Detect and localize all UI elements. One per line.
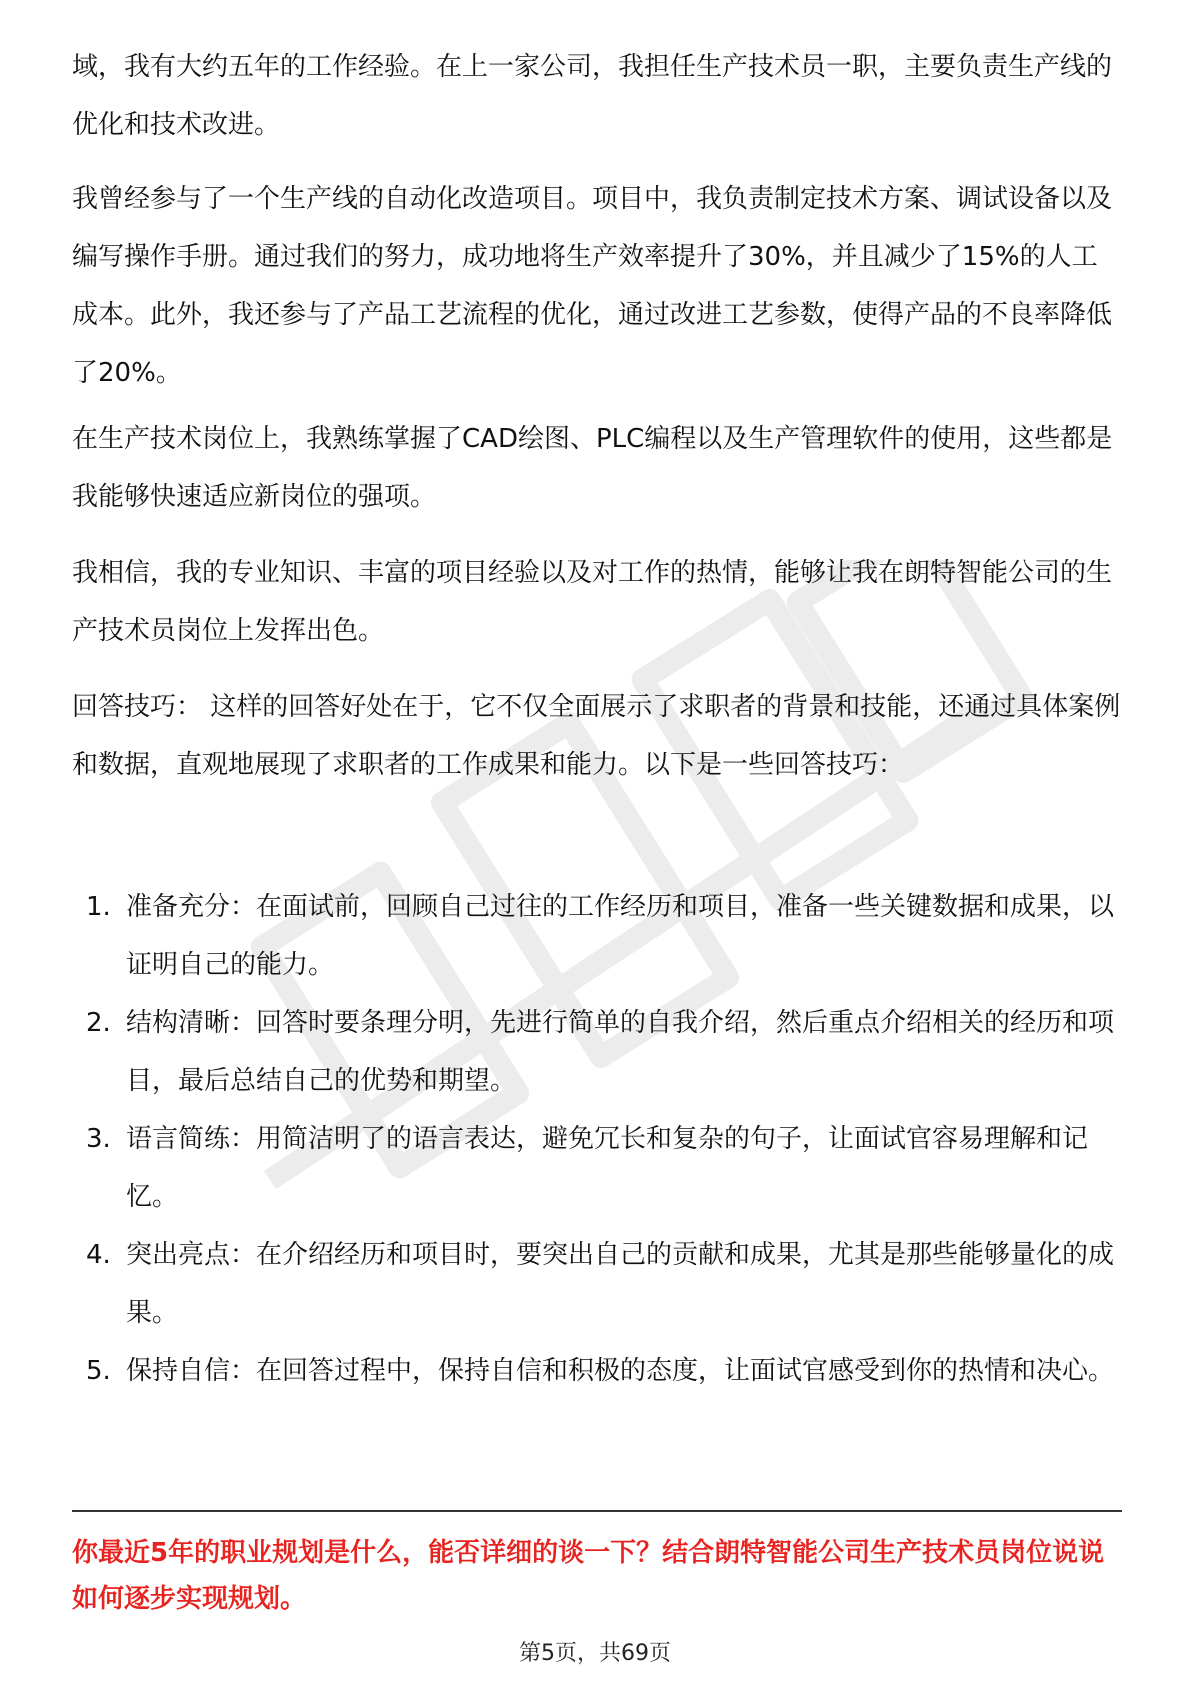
list-text: 保持自信：在回答过程中，保持自信和积极的态度，让面试官感受到你的热情和决心。	[126, 1356, 1115, 1386]
list-number: 1.	[86, 892, 111, 922]
list-item	[72, 1342, 1122, 1400]
list-item	[72, 1110, 1122, 1226]
list-number: 4.	[86, 1240, 111, 1270]
paragraph-confidence: 我相信，我的专业知识、丰富的项目经验以及对工作的热情，能够让我在朗特智能公司的生产技术员岗位上发挥出色。	[72, 558, 1113, 646]
paragraph-project: 我曾经参与了一个生产线的自动化改造项目。项目中，我负责制定技术方案、调试设备以及编写操作手册。通过我们的努力，成功地将生产效率提升了30%，并且减少了15%的人工成本。此外，我还参与了产品工艺流程的优化，通过改进工艺参数，使得产品的不良率降低了20%。	[72, 184, 1113, 388]
list-text: 突出亮点：在介绍经历和项目时，要突出自己的贡献和成果，尤其是那些能够量化的成果。	[126, 1240, 1115, 1328]
next-question-heading: 你最近5年的职业规划是什么，能否详细的谈一下？结合朗特智能公司生产技术员岗位说说如何逐步实现规划。	[72, 1538, 1105, 1614]
page-number-footer: 第5页，共69页	[519, 1641, 671, 1666]
list-text: 准备充分：在面试前，回顾自己过往的工作经历和项目，准备一些关键数据和成果，以证明自己的能力。	[126, 892, 1115, 980]
list-item	[72, 878, 1122, 994]
list-item	[72, 1226, 1122, 1342]
tips-list	[72, 878, 1122, 1400]
list-text: 语言简练：用简洁明了的语言表达，避免冗长和复杂的句子，让面试官容易理解和记忆。	[126, 1124, 1089, 1212]
list-text: 结构清晰：回答时要条理分明，先进行简单的自我介绍，然后重点介绍相关的经历和项目，最后总结自己的优势和期望。	[126, 1008, 1115, 1096]
section-divider	[72, 1510, 1122, 1512]
list-item	[72, 994, 1122, 1110]
list-number: 2.	[86, 1008, 111, 1038]
paragraph-experience: 域，我有大约五年的工作经验。在上一家公司，我担任生产技术员一职，主要负责生产线的优化和技术改进。	[72, 52, 1113, 140]
paragraph-answer-tips-intro: 回答技巧： 这样的回答好处在于，它不仅全面展示了求职者的背景和技能，还通过具体案例和数据，直观地展现了求职者的工作成果和能力。以下是一些回答技巧：	[72, 692, 1121, 780]
list-number: 5.	[86, 1356, 111, 1386]
list-number: 3.	[86, 1124, 111, 1154]
paragraph-skills: 在生产技术岗位上，我熟练掌握了CAD绘图、PLC编程以及生产管理软件的使用，这些都是我能够快速适应新岗位的强项。	[72, 424, 1113, 512]
